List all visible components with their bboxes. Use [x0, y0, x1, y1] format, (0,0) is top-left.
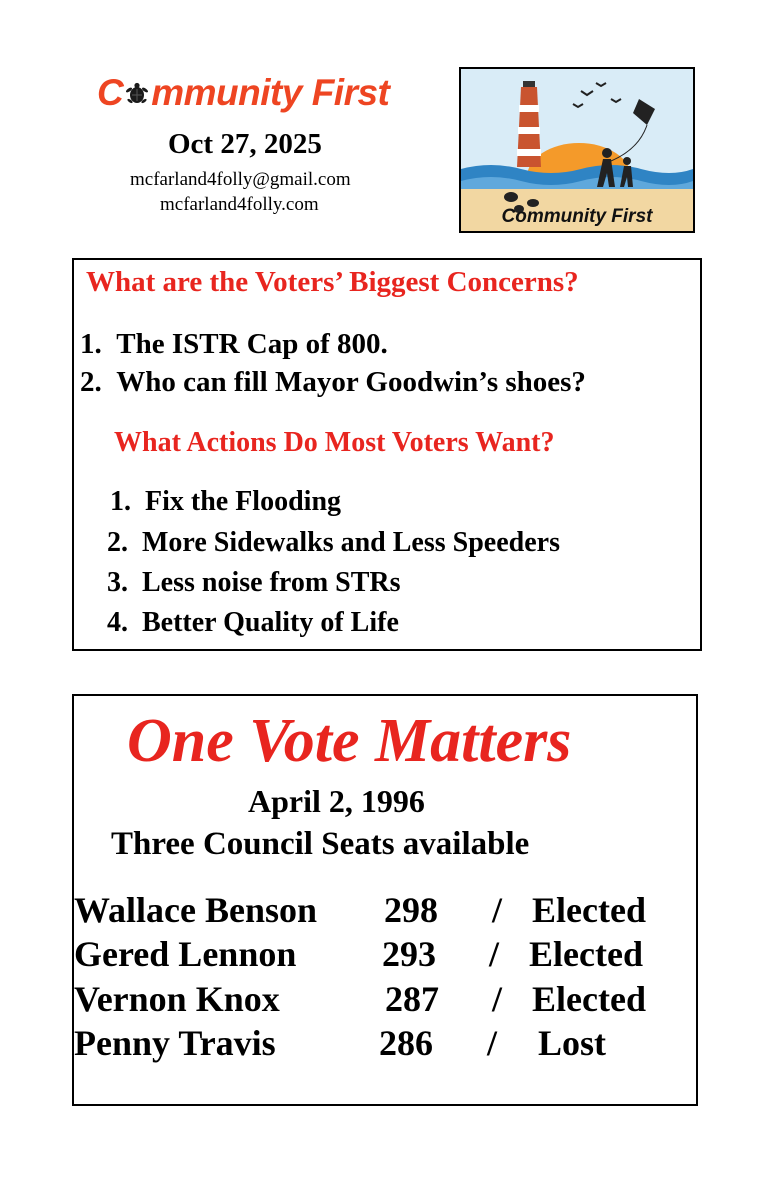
result-status: Elected [532, 979, 646, 1019]
result-name: Vernon Knox [74, 979, 280, 1019]
action-number: 3. [107, 567, 128, 598]
action-number: 2. [107, 527, 128, 558]
action-item [107, 527, 560, 559]
concern-item [80, 328, 388, 361]
email-text: mcfarland4folly@gmail.com [130, 169, 351, 190]
action-number: 4. [107, 607, 128, 638]
action-text: Fix the Flooding [145, 486, 342, 517]
result-separator: / [492, 890, 503, 930]
concerns-title: What are the Voters’ Biggest Concerns? [86, 266, 579, 298]
action-item [107, 607, 399, 639]
concern-text: Who can fill Mayor Goodwin’s shoes? [116, 366, 586, 398]
concern-number: 2. [80, 366, 102, 398]
result-votes: 293 [382, 934, 436, 974]
website-text: mcfarland4folly.com [160, 194, 319, 215]
result-name: Gered Lennon [74, 934, 297, 974]
header-date: Oct 27, 2025 [168, 128, 322, 160]
result-separator: / [489, 934, 500, 974]
concern-item [80, 366, 586, 399]
result-name: Wallace Benson [74, 890, 318, 930]
action-item [110, 486, 341, 518]
action-text: Less noise from STRs [142, 567, 401, 598]
brand-suffix: mmunity First [151, 72, 390, 113]
vote-date: April 2, 1996 [248, 783, 425, 819]
vote-subtitle: Three Council Seats available [111, 826, 530, 862]
turtle-icon [124, 82, 150, 108]
action-text: Better Quality of Life [142, 607, 399, 638]
brand-title [97, 72, 437, 114]
concern-text: The ISTR Cap of 800. [116, 328, 388, 360]
vote-title: One Vote Matters [127, 707, 572, 775]
concern-number: 1. [80, 328, 102, 360]
result-votes: 298 [384, 890, 438, 930]
result-status: Lost [538, 1023, 607, 1063]
result-votes: 286 [379, 1023, 433, 1063]
result-status: Elected [532, 890, 646, 930]
result-separator: / [487, 1023, 498, 1063]
brand-prefix: C [97, 72, 124, 113]
logo-text: Community First [501, 206, 653, 227]
action-number: 1. [110, 486, 131, 517]
result-separator: / [492, 979, 503, 1019]
actions-title: What Actions Do Most Voters Want? [114, 427, 555, 458]
logo-image [459, 67, 695, 233]
result-status: Elected [529, 934, 643, 974]
logo-illustration [461, 69, 693, 231]
result-name: Penny Travis [74, 1023, 276, 1063]
action-text: More Sidewalks and Less Speeders [142, 527, 560, 558]
result-votes: 287 [385, 979, 439, 1019]
action-item [107, 567, 401, 599]
